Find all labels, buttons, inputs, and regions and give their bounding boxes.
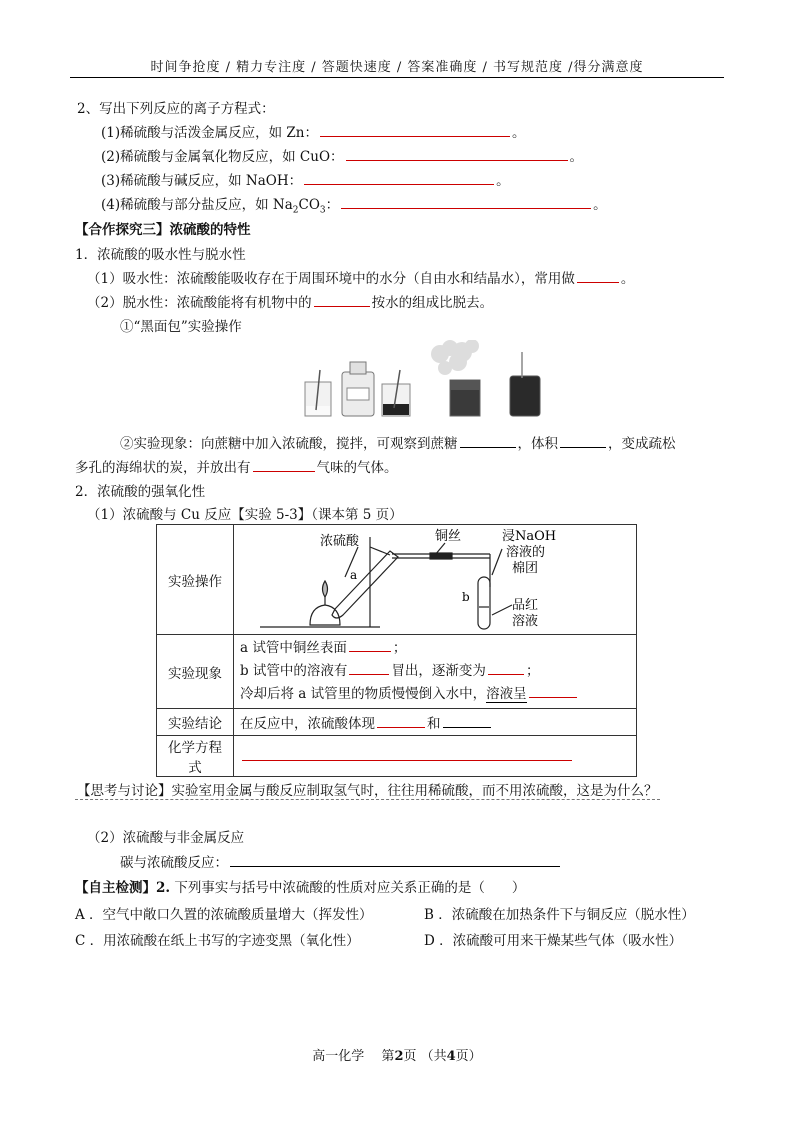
- q2-item4-text: (4)稀硫酸与部分盐反应，如 Na: [101, 197, 293, 213]
- think-discuss: 【思考与讨论】实验室用金属与酸反应制取氢气时，往往用稀硫酸，而不用浓硫酸，这是为什么？: [75, 779, 660, 800]
- observation-text: ，体积: [517, 436, 558, 452]
- experiment-table: [156, 524, 637, 777]
- table-row: [157, 736, 637, 777]
- dehydration-line: [87, 291, 493, 311]
- subsection-2: 2．浓硫酸的强氧化性: [75, 484, 206, 500]
- page-header: 时间争抢度 / 精力专注度 / 答题快速度 / 答案准确度 / 书写规范度 /得分满意度: [150, 60, 644, 75]
- answer-blank[interactable]: [253, 459, 315, 472]
- answer-blank[interactable]: [230, 854, 560, 867]
- subscript: 3: [319, 205, 326, 216]
- answer-blank[interactable]: [314, 294, 370, 307]
- option-a[interactable]: A ．空气中敞口久置的浓硫酸质量增大（挥发性）: [75, 907, 373, 923]
- table-row: [157, 635, 637, 709]
- q2-item3-text: (3)稀硫酸与碱反应，如 NaOH：: [101, 173, 303, 189]
- phenomena-text: 冒出，逐渐变为: [391, 663, 486, 679]
- period: 。: [620, 271, 635, 287]
- self-check-head: 【自主检测】2.: [75, 880, 171, 896]
- observation-text: 气味的气体。: [316, 460, 398, 476]
- period: 。: [593, 197, 607, 213]
- observation-text: ②实验现象：向蔗糖中加入浓硫酸，搅拌，可观察到蔗糖: [120, 436, 458, 452]
- phenomena-text: 溶液呈: [486, 686, 527, 702]
- self-check-stem: 下列事实与括号中浓硫酸的性质对应关系正确的是（ ）: [170, 880, 526, 896]
- page-number: 2: [394, 1049, 404, 1064]
- equation-cell: [234, 736, 637, 777]
- q2-item4: [101, 193, 607, 216]
- label-naoh-3: 棉团: [512, 560, 539, 576]
- answer-blank[interactable]: [488, 662, 524, 675]
- q2-item4-text: ：: [325, 197, 340, 213]
- answer-blank[interactable]: [349, 639, 391, 652]
- dehydration-text: （2）脱水性：浓硫酸能将有机物中的: [87, 295, 312, 311]
- cu-reaction-title: （1）浓硫酸与 Cu 反应【实验 5-3】（课本第 5 页）: [87, 507, 403, 523]
- label-a: a: [350, 567, 358, 582]
- answer-blank[interactable]: [346, 148, 568, 161]
- answer-blank[interactable]: [242, 748, 572, 761]
- footer-text: 页）: [455, 1049, 482, 1064]
- black-bread-operation: ①“黑面包”实验操作: [120, 319, 242, 335]
- apparatus-cell: [234, 525, 637, 635]
- observation-line1: [120, 432, 676, 452]
- period: 。: [512, 125, 526, 141]
- phenomena-a: [240, 637, 630, 660]
- header-divider: [70, 77, 724, 78]
- answer-blank[interactable]: [341, 196, 591, 209]
- phenomena-text: b 试管中的溶液有: [240, 663, 348, 679]
- answer-blank[interactable]: [577, 270, 619, 283]
- q2-item2-text: (2)稀硫酸与金属氧化物反应，如 CuO：: [101, 149, 344, 165]
- answer-blank[interactable]: [560, 435, 606, 448]
- phenomena-text: 冷却后将 a 试管里的物质慢慢倒入水中，: [240, 686, 487, 702]
- option-c[interactable]: C ．用浓硫酸在纸上书写的字迹变黑（氧化性）: [75, 933, 360, 949]
- absorbency-line: [87, 267, 634, 287]
- table-label: 实验结论: [157, 709, 234, 736]
- phenomena-text: ；: [525, 663, 540, 679]
- option-b[interactable]: B ．浓硫酸在加热条件下与铜反应（脱水性）: [424, 907, 695, 923]
- page-footer: [0, 1045, 794, 1064]
- answer-blank[interactable]: [349, 662, 389, 675]
- answer-blank[interactable]: [529, 685, 577, 698]
- black-bread-experiment-image: [300, 340, 550, 420]
- label-magenta-2: 溶液: [512, 613, 539, 629]
- answer-blank[interactable]: [460, 435, 516, 448]
- answer-blank[interactable]: [377, 715, 425, 728]
- observation-text: ，变成疏松: [608, 436, 676, 452]
- conclusion-text: 和: [427, 716, 441, 732]
- table-row: [157, 709, 637, 736]
- label-copper: 铜丝: [435, 528, 462, 544]
- conclusion-cell: [234, 709, 637, 736]
- conclusion-text: 在反应中，浓硫酸体现: [240, 716, 375, 732]
- phenomena-text: ；: [392, 640, 407, 656]
- phenomena-c: [240, 683, 630, 706]
- table-row: [157, 525, 637, 635]
- label-acid: 浓硫酸: [320, 533, 360, 549]
- phenomena-b: [240, 660, 630, 683]
- answer-blank[interactable]: [320, 124, 510, 137]
- footer-text: 页 （共: [403, 1049, 447, 1064]
- label-naoh: 浸NaOH: [502, 528, 557, 544]
- period: 。: [569, 149, 584, 165]
- total-pages: 4: [446, 1049, 456, 1064]
- phenomena-cell: [234, 635, 637, 709]
- footer-text: 高一化学 第: [312, 1049, 395, 1064]
- label-b: b: [462, 589, 470, 604]
- table-label: 化学方程式: [157, 736, 234, 777]
- label-magenta: 品红: [512, 597, 539, 613]
- absorbency-text: （1）吸水性：浓硫酸能吸收存在于周围环境中的水分（自由水和结晶水），常用做: [87, 271, 575, 287]
- section-title: 【合作探究三】浓硫酸的特性: [75, 222, 251, 238]
- self-check-question: [75, 876, 525, 896]
- phenomena-text: a 试管中铜丝表面: [240, 640, 347, 656]
- q2-item1: [101, 121, 526, 141]
- apparatus-diagram: [240, 527, 630, 633]
- label-naoh-2: 溶液的: [506, 544, 546, 560]
- carbon-reaction-line: [120, 851, 562, 871]
- carbon-reaction-text: 碳与浓硫酸反应：: [120, 855, 228, 871]
- q2-item3: [101, 169, 510, 189]
- subsection-1: 1．浓硫酸的吸水性与脱水性: [75, 247, 246, 263]
- period: 。: [496, 173, 510, 189]
- q2-item2: [101, 145, 583, 165]
- observation-text: 多孔的海绵状的炭，并放出有: [75, 460, 251, 476]
- q2-item4-text: CO: [298, 197, 320, 213]
- subscript: 2: [292, 205, 299, 216]
- observation-line2: [75, 456, 398, 476]
- dehydration-text: 按水的组成比脱去。: [371, 295, 494, 311]
- table-label: 实验现象: [157, 635, 234, 709]
- table-label: 实验操作: [157, 525, 234, 635]
- option-d[interactable]: D ．浓硫酸可用来干燥某些气体（吸水性）: [424, 933, 683, 949]
- q2-item1-text: (1)稀硫酸与活泼金属反应，如 Zn：: [101, 125, 318, 141]
- nonmetal-title: （2）浓硫酸与非金属反应: [87, 830, 245, 846]
- q2-title: 2、写出下列反应的离子方程式：: [77, 101, 275, 117]
- answer-blank[interactable]: [304, 172, 494, 185]
- answer-blank[interactable]: [443, 715, 491, 728]
